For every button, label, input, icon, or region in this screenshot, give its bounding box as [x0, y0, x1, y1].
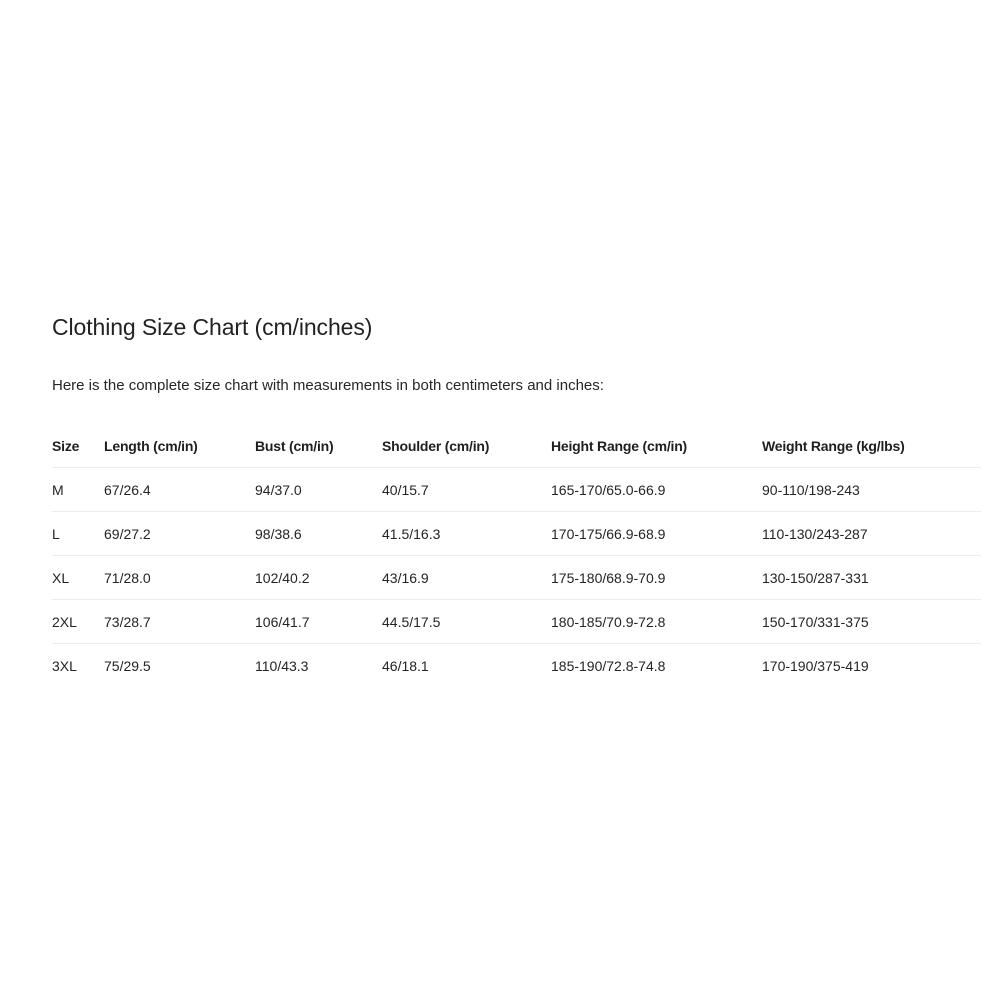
cell-shoulder: 40/15.7: [382, 468, 551, 512]
table-row: [52, 556, 981, 600]
cell-shoulder: 41.5/16.3: [382, 512, 551, 556]
cell-weight-range: 170-190/375-419: [762, 657, 869, 674]
header-length: Length (cm/in): [104, 424, 255, 468]
size-chart-section: [52, 312, 981, 687]
cell-bust: 106/41.7: [255, 600, 382, 644]
cell-bust: 110/43.3: [255, 657, 309, 674]
header-size: Size: [52, 424, 104, 468]
header-height-range: Height Range (cm/in): [551, 424, 762, 468]
header-row: [52, 424, 981, 468]
cell-shoulder: 43/16.9: [382, 556, 551, 600]
cell-length: 69/27.2: [104, 512, 255, 556]
cell-shoulder: 44.5/17.5: [382, 600, 551, 644]
intro-text: Here is the complete size chart with measurements in both centimeters and inches:: [52, 377, 604, 394]
cell-size: M: [52, 468, 104, 512]
cell-length: 75/29.5: [104, 657, 151, 674]
header-weight-range: Weight Range (kg/lbs): [762, 424, 981, 468]
page-title: Clothing Size Chart (cm/inches): [52, 314, 373, 340]
cell-size: XL: [52, 556, 104, 600]
cell-height-range: 180-185/70.9-72.8: [551, 600, 762, 644]
cell-weight-range: 150-170/331-375: [762, 600, 981, 644]
table-row: [52, 644, 981, 688]
cell-weight-range: 90-110/198-243: [762, 468, 981, 512]
cell-length: 67/26.4: [104, 468, 255, 512]
table-row: [52, 468, 981, 512]
cell-weight-range: 130-150/287-331: [762, 556, 981, 600]
table-row: [52, 512, 981, 556]
table-header: [52, 424, 981, 468]
table-row: [52, 600, 981, 644]
cell-height-range: 170-175/66.9-68.9: [551, 512, 762, 556]
cell-bust: 98/38.6: [255, 512, 382, 556]
cell-height-range: 165-170/65.0-66.9: [551, 468, 762, 512]
cell-length: 73/28.7: [104, 600, 255, 644]
cell-size: 2XL: [52, 600, 104, 644]
cell-shoulder: 46/18.1: [382, 657, 429, 674]
cell-length: 71/28.0: [104, 556, 255, 600]
size-chart-table: [52, 424, 981, 687]
cell-bust: 94/37.0: [255, 468, 382, 512]
cell-weight-range: 110-130/243-287: [762, 512, 981, 556]
header-bust: Bust (cm/in): [255, 424, 382, 468]
cell-height-range: 185-190/72.8-74.8: [551, 657, 666, 674]
cell-bust: 102/40.2: [255, 556, 382, 600]
table-body: [52, 468, 981, 688]
cell-height-range: 175-180/68.9-70.9: [551, 556, 762, 600]
cell-size: 3XL: [52, 657, 77, 674]
cell-size: L: [52, 512, 104, 556]
header-shoulder: Shoulder (cm/in): [382, 424, 551, 468]
